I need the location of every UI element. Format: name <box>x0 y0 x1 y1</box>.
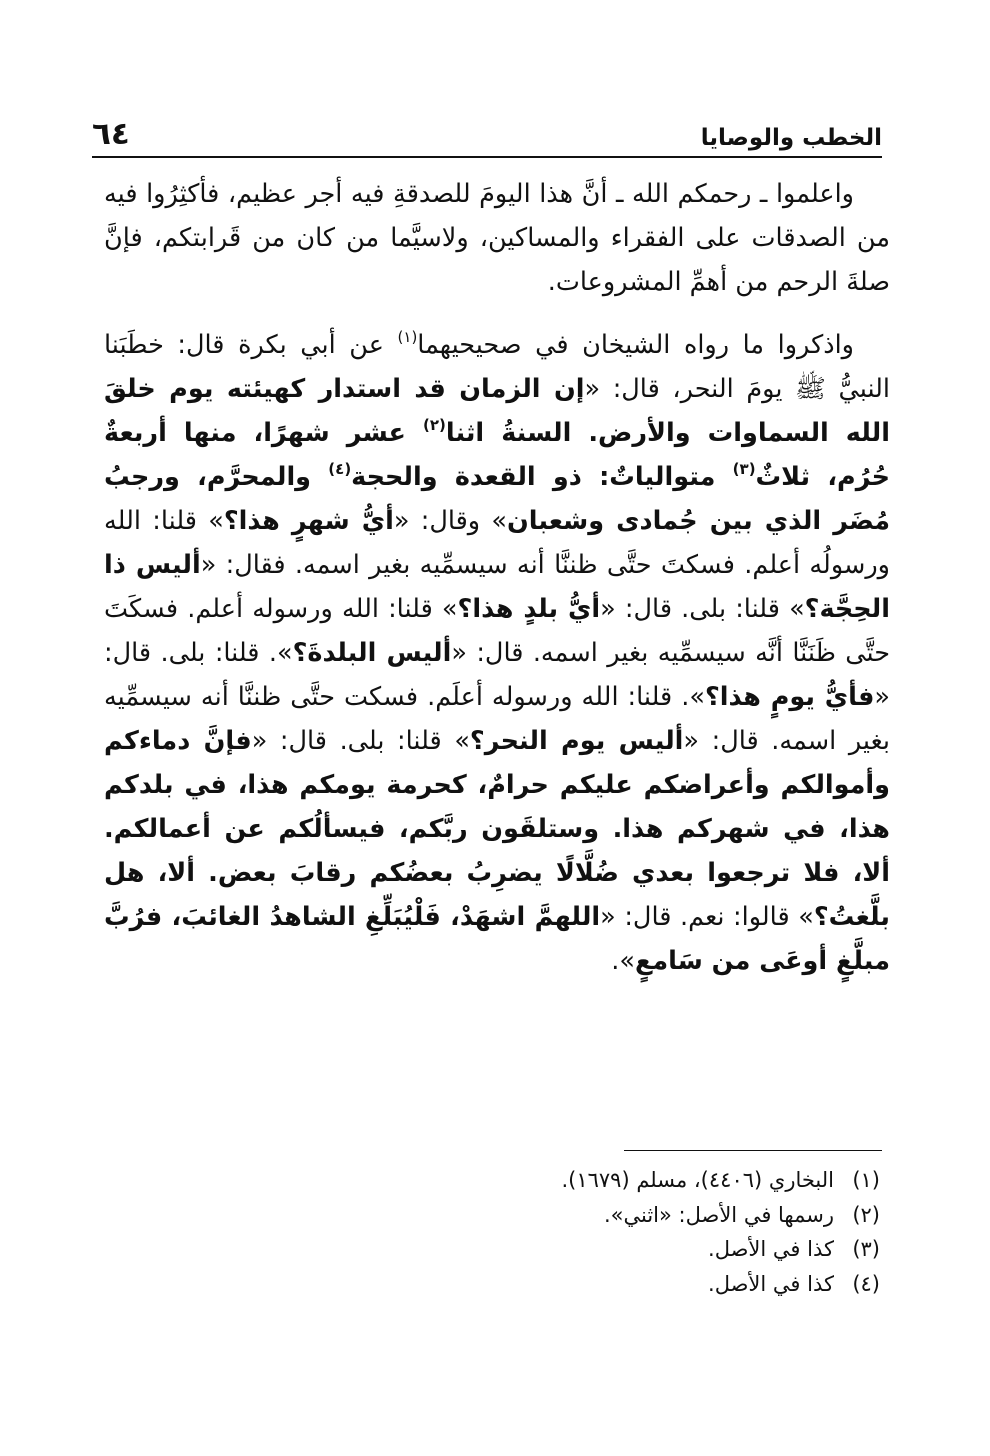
hadith-text: اللهمَّ اشهَدْ، فَلْيُبَلِّغِ الشاهدُ الغائبَ، فرُبَّ مبلَّغٍ أوعَى من سَامعٍ <box>104 902 890 976</box>
narration-text: ». قلنا: الله ورسوله أعلَم. فسكت حتَّى ظننَّا أنه سيسمِّيه بغير اسمه. قال: « <box>104 682 890 756</box>
hadith-text: عشر شهرًا، منها أربعةٌ حُرُم، ثلاثٌ <box>104 418 890 492</box>
paragraph-charity: واعلموا ـ رحمكم الله ـ أنَّ هذا اليومَ للصدقةِ فيه أجر عظيم، فأكثِرُوا فيه من الصدقات على الفقراء والمساكين، ولاسيَّما من كان من قَرابتكم، فإنَّ صلةَ الرحم من أهمِّ المشروعات. <box>104 179 890 297</box>
narration-text: واذكروا ما رواه الشيخان في صحيحيهما <box>417 330 854 360</box>
page-number: ٦٤ <box>92 116 130 152</box>
footnote-text: البخاري (٤٤٠٦)، مسلم (١٦٧٩). <box>561 1168 834 1192</box>
hadith-text: والمحرَّم، ورجبُ مُضَر الذي بين جُمادى وشعبان <box>104 462 890 536</box>
footnote-ref-2: (٢) <box>423 416 446 434</box>
hadith-text: أليس البلدةَ؟ <box>292 638 452 668</box>
footnote-number: (٢) <box>852 1202 880 1227</box>
footnote-4 <box>300 1267 880 1302</box>
footnote-ref-4: (٤) <box>328 460 352 478</box>
hadith-text: أليس يوم النحر؟ <box>469 726 684 756</box>
page-header <box>92 118 882 158</box>
narration-text: عن أبي بكرة قال: خطَبَنا النبيُّ ﷺ يومَ النحر، قال: « <box>104 330 890 404</box>
footnote-ref-3: (٣) <box>732 460 756 478</box>
narration-text: » قلنا: بلى. قال: « <box>251 726 470 756</box>
footnote-number: (١) <box>852 1168 880 1192</box>
footnote-number: (٣) <box>852 1237 880 1261</box>
hadith-text: متوالياتٌ: ذو القعدة والحجة <box>351 462 733 492</box>
footnote-1 <box>300 1163 880 1198</box>
footnote-text: كذا في الأصل. <box>708 1271 834 1296</box>
narration-text: ». قلنا: بلى. قال: « <box>104 638 890 712</box>
footnote-separator <box>624 1150 882 1151</box>
narration-text: » قلنا: الله ورسولُه أعلم. فسكتَ حتَّى ظننَّا أنه سيسمِّيه بغير اسمه. فقال: « <box>104 506 890 580</box>
narration-text: » قلنا: الله ورسوله أعلم. فسكَتَ حتَّى ظَنَنَّا أنَّه سيسمِّيه بغير اسمه. قال: « <box>104 594 890 668</box>
hadith-text: أيُّ بلدٍ هذا؟ <box>457 594 601 624</box>
footnote-text: رسمها في الأصل: «اثني». <box>603 1202 834 1227</box>
footnote-text: كذا في الأصل. <box>708 1237 834 1261</box>
hadith-text: أيُّ شهرٍ هذا؟ <box>223 506 394 536</box>
paragraph-hadith <box>104 323 890 983</box>
footnotes <box>300 1163 880 1301</box>
footnote-2 <box>300 1198 880 1233</box>
book-title: الخطب والوصايا <box>700 125 882 151</box>
main-text <box>104 172 890 983</box>
narration-text: ». <box>611 946 635 976</box>
narration-text: » وقال: « <box>393 506 508 536</box>
narration-text: » قالوا: نعم. قال: « <box>600 902 814 932</box>
hadith-text: فإنَّ دماءكم وأموالكم وأعراضكم عليكم حرامٌ، كحرمة يومكم هذا، في بلدكم هذا، في شهركم هذا. وستلقَون ربَّكم، فيسألُكم عن أعمالكم. ألا، فلا ترجعوا بعدي ضُلَّالًا يضرِبُ بعضُكم رقابَ بعض. ألا، هل بلَّغتُ؟ <box>104 726 890 932</box>
narration-text: » قلنا: بلى. قال: « <box>600 594 805 624</box>
hadith-text: فأيُّ يومٍ هذا؟ <box>704 682 875 712</box>
hadith-text: أليس ذا الحِجَّة؟ <box>104 550 890 624</box>
hadith-text: إن الزمان قد استدار كهيئته يوم خلقَ الله السماوات والأرض. السنةُ اثنا <box>104 374 890 448</box>
footnote-3 <box>300 1232 880 1267</box>
footnote-ref-1: (١) <box>397 328 418 346</box>
footnote-number: (٤) <box>852 1271 880 1296</box>
